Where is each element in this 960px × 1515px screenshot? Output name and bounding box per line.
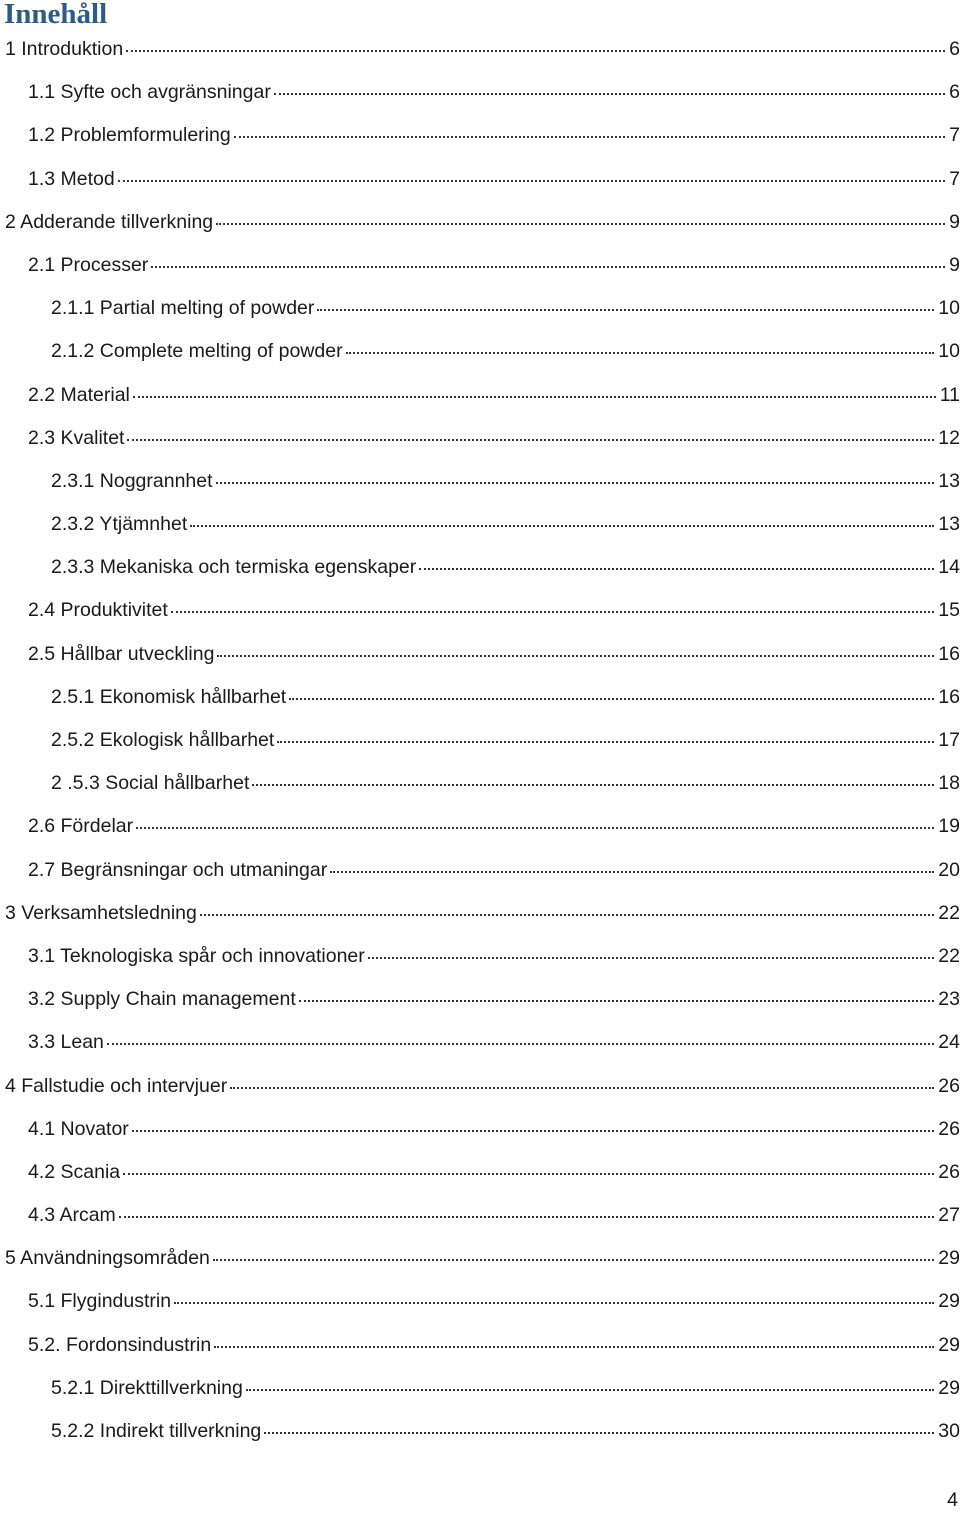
toc-entry-page: 29 xyxy=(938,1333,960,1356)
toc-entry[interactable] xyxy=(0,805,960,848)
toc-dot-leader xyxy=(123,1173,934,1175)
toc-entry-page: 23 xyxy=(938,988,960,1011)
toc-entry-text: 5 Användningsområden xyxy=(5,1247,210,1270)
toc-entry[interactable] xyxy=(0,1280,960,1323)
toc-dot-leader xyxy=(119,1216,935,1218)
toc-entry-page: 6 xyxy=(949,38,960,60)
toc-entry-page: 22 xyxy=(938,901,960,924)
toc-entry-page: 7 xyxy=(949,167,960,190)
toc-entry-page: 14 xyxy=(938,556,960,579)
toc-entry[interactable] xyxy=(0,374,960,417)
toc-entry[interactable] xyxy=(0,1194,960,1237)
toc-entry-text: 2.5.1 Ekonomisk hållbarhet xyxy=(51,685,287,708)
toc-entry[interactable] xyxy=(0,503,960,546)
toc-dot-leader xyxy=(107,1043,934,1045)
toc-entry[interactable] xyxy=(0,201,960,244)
toc-entry[interactable] xyxy=(0,1151,960,1194)
toc-dot-leader xyxy=(171,611,934,613)
toc-entry-page: 9 xyxy=(949,253,960,276)
toc-entry-page: 30 xyxy=(938,1420,960,1442)
toc-dot-leader xyxy=(132,1130,934,1132)
toc-entry-page: 29 xyxy=(938,1376,960,1399)
toc-entry-text: 1.2 Problemformulering xyxy=(28,124,231,147)
toc-entry[interactable] xyxy=(0,71,960,114)
toc-entry[interactable] xyxy=(0,244,960,287)
toc-entry-text: 2.6 Fördelar xyxy=(28,815,134,838)
toc-entry-page: 11 xyxy=(939,383,960,406)
toc-entry-text: 1.3 Metod xyxy=(28,167,115,190)
toc-entry[interactable] xyxy=(0,1237,960,1280)
toc-dot-leader xyxy=(264,1432,934,1434)
toc-entry[interactable] xyxy=(0,892,960,935)
toc-dot-leader xyxy=(174,1302,934,1304)
toc-entry[interactable] xyxy=(0,417,960,460)
toc-entry-text: 2.4 Produktivitet xyxy=(28,599,168,622)
toc-entry-page: 26 xyxy=(938,1074,960,1097)
toc-entry-page: 26 xyxy=(938,1117,960,1140)
toc-entry-text: 2.2 Material xyxy=(28,383,130,406)
toc-entry-text: 3.2 Supply Chain management xyxy=(28,988,296,1011)
toc-entry[interactable] xyxy=(0,762,960,805)
toc-dot-leader xyxy=(274,93,945,95)
toc-entry-page: 10 xyxy=(938,297,960,320)
toc-entry[interactable] xyxy=(0,460,960,503)
toc-entry-page: 9 xyxy=(949,210,960,233)
toc-entry[interactable] xyxy=(0,633,960,676)
toc-entry-text: 1.1 Syfte och avgränsningar xyxy=(28,81,271,104)
toc-entry-page: 19 xyxy=(938,815,960,838)
toc-entry-text: 3 Verksamhetsledning xyxy=(5,901,197,924)
toc-dot-leader xyxy=(419,568,934,570)
toc-entry[interactable] xyxy=(0,287,960,330)
toc-entry-page: 13 xyxy=(938,513,960,536)
toc-entry-page: 17 xyxy=(938,729,960,751)
toc-entry-text: 2.3 Kvalitet xyxy=(28,426,125,449)
toc-dot-leader xyxy=(216,223,945,225)
toc-entry-page: 27 xyxy=(938,1204,960,1227)
toc-dot-leader xyxy=(317,309,934,311)
toc-entry[interactable] xyxy=(0,589,960,632)
toc-entry-page: 29 xyxy=(938,1290,960,1313)
toc-entry[interactable] xyxy=(0,719,960,762)
toc-entry-text: 5.1 Flygindustrin xyxy=(28,1290,172,1313)
toc-dot-leader xyxy=(216,482,935,484)
toc-dot-leader xyxy=(151,266,945,268)
toc-dot-leader xyxy=(234,136,945,138)
toc-entry-text: 2.3.1 Noggrannhet xyxy=(51,469,213,492)
toc-entry-text: 2 .5.3 Social hållbarhet xyxy=(51,772,250,795)
toc-dot-leader xyxy=(133,396,936,398)
toc-dot-leader xyxy=(190,525,934,527)
toc-title: Innehåll xyxy=(4,0,108,30)
toc-entry-text: 2.3.3 Mekaniska och termiska egenskaper xyxy=(51,556,417,579)
toc-dot-leader xyxy=(118,180,945,182)
toc-dot-leader xyxy=(136,827,934,829)
toc-entry[interactable] xyxy=(0,158,960,201)
toc-dot-leader xyxy=(346,352,935,354)
toc-entry[interactable] xyxy=(0,114,960,157)
toc-entry[interactable] xyxy=(0,1065,960,1108)
toc-entry-page: 26 xyxy=(938,1160,960,1183)
toc-list xyxy=(0,28,960,1453)
toc-entry-text: 2.1 Processer xyxy=(28,253,149,276)
toc-entry[interactable] xyxy=(0,28,960,71)
toc-entry-text: 4.2 Scania xyxy=(28,1160,121,1183)
toc-entry-text: 3.3 Lean xyxy=(28,1031,104,1054)
toc-entry-text: 2.5.2 Ekologisk hållbarhet xyxy=(51,729,275,751)
toc-entry[interactable] xyxy=(0,676,960,719)
toc-dot-leader xyxy=(126,50,945,52)
toc-entry-text: 2.1.1 Partial melting of powder xyxy=(51,297,315,320)
toc-entry-page: 18 xyxy=(938,772,960,795)
toc-dot-leader xyxy=(217,655,934,657)
toc-entry[interactable] xyxy=(0,1367,960,1410)
toc-entry-page: 16 xyxy=(938,642,960,665)
toc-dot-leader xyxy=(252,784,934,786)
toc-entry-text: 2.5 Hållbar utveckling xyxy=(28,642,215,665)
page-number: 4 xyxy=(947,1489,958,1511)
toc-entry[interactable] xyxy=(0,1410,960,1453)
toc-entry[interactable] xyxy=(0,935,960,978)
toc-dot-leader xyxy=(200,914,934,916)
toc-entry-text: 5.2. Fordonsindustrin xyxy=(28,1333,212,1356)
toc-entry-page: 12 xyxy=(938,426,960,449)
toc-entry-page: 15 xyxy=(938,599,960,622)
toc-dot-leader xyxy=(368,957,935,959)
toc-entry-text: 2.1.2 Complete melting of powder xyxy=(51,340,343,363)
toc-entry-page: 29 xyxy=(938,1247,960,1270)
toc-entry[interactable] xyxy=(0,978,960,1021)
toc-entry-text: 4 Fallstudie och intervjuer xyxy=(5,1074,228,1097)
toc-entry-text: 1 Introduktion xyxy=(5,38,124,60)
toc-entry[interactable] xyxy=(0,330,960,373)
toc-entry-page: 10 xyxy=(938,340,960,363)
toc-dot-leader xyxy=(299,1000,935,1002)
toc-entry[interactable] xyxy=(0,1324,960,1367)
toc-dot-leader xyxy=(289,698,934,700)
toc-entry-text: 3.1 Teknologiska spår och innovationer xyxy=(28,944,365,967)
toc-dot-leader xyxy=(330,871,934,873)
toc-entry-text: 2.7 Begränsningar och utmaningar xyxy=(28,858,328,881)
toc-entry[interactable] xyxy=(0,1021,960,1064)
toc-entry-text: 5.2.2 Indirekt tillverkning xyxy=(51,1420,262,1442)
toc-dot-leader xyxy=(230,1087,934,1089)
toc-entry-page: 6 xyxy=(949,81,960,104)
toc-dot-leader xyxy=(213,1259,934,1261)
toc-entry-text: 2 Adderande tillverkning xyxy=(5,210,214,233)
toc-entry[interactable] xyxy=(0,1108,960,1151)
toc-dot-leader xyxy=(246,1389,934,1391)
toc-entry-text: 4.3 Arcam xyxy=(28,1204,116,1227)
toc-entry-text: 4.1 Novator xyxy=(28,1117,129,1140)
toc-entry-page: 16 xyxy=(938,685,960,708)
toc-entry[interactable] xyxy=(0,849,960,892)
toc-entry-page: 20 xyxy=(938,858,960,881)
toc-dot-leader xyxy=(214,1346,934,1348)
toc-entry-text: 5.2.1 Direkttillverkning xyxy=(51,1376,243,1399)
toc-entry-page: 7 xyxy=(949,124,960,147)
toc-entry-page: 13 xyxy=(938,469,960,492)
toc-entry-page: 22 xyxy=(938,944,960,967)
toc-dot-leader xyxy=(127,439,934,441)
toc-entry-text: 2.3.2 Ytjämnhet xyxy=(51,513,188,536)
toc-entry[interactable] xyxy=(0,546,960,589)
toc-dot-leader xyxy=(277,741,934,743)
toc-entry-page: 24 xyxy=(938,1031,960,1054)
